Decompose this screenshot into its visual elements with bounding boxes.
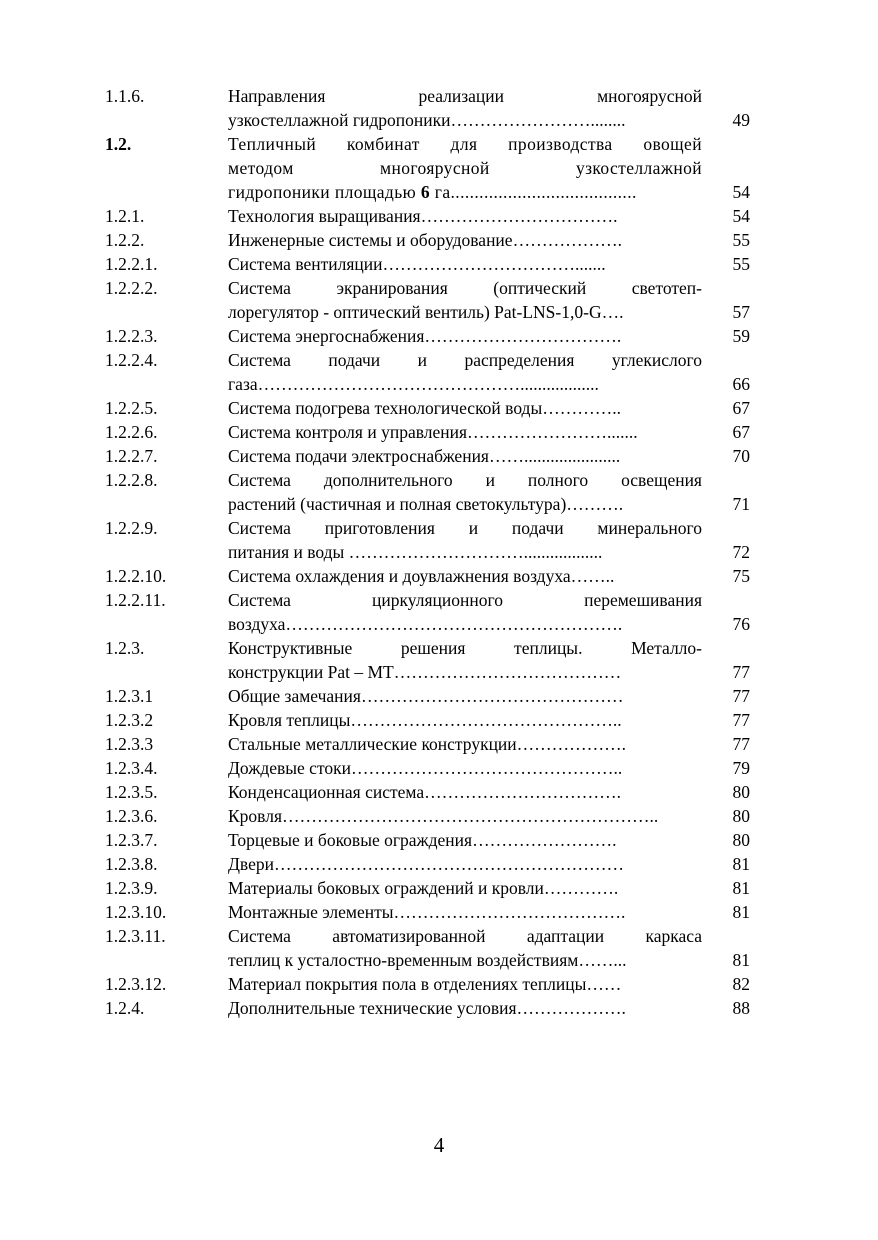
toc-entry-title <box>228 276 702 324</box>
toc-entry-title-line: гидропоники площадью 6 га....................................... <box>228 182 637 202</box>
toc-entry-number: 1.2.2.10. <box>105 566 167 586</box>
toc-entry-title-line: Система дополнительного и полного освещения <box>228 470 702 490</box>
toc-entry-title <box>228 396 702 420</box>
toc-entry-title-line: Конденсационная система……………………………. <box>228 782 622 802</box>
toc-entry <box>105 444 750 468</box>
toc-entry-number: 1.2.2.5. <box>105 398 158 418</box>
toc-entry-title-line: Кровля……………………………………………………….. <box>228 806 659 826</box>
toc-entry-page: 77 <box>732 710 750 730</box>
toc-entry-title-line: методом многоярусной узкостеллажной <box>228 158 702 178</box>
toc-entry-page: 75 <box>732 566 750 586</box>
toc-entry-title <box>228 636 702 684</box>
toc-entry <box>105 996 750 1020</box>
toc-entry-title <box>228 852 702 876</box>
toc-entry-title-line: Система вентиляции……………………………....... <box>228 254 606 274</box>
toc-entry <box>105 852 750 876</box>
toc-entry <box>105 204 750 228</box>
toc-entry-number: 1.2.2.8. <box>105 470 158 490</box>
toc-entry-page: 57 <box>732 302 750 322</box>
toc-entry-page: 79 <box>732 758 750 778</box>
toc-entry-title-line: растений (частичная и полная светокультура)………. <box>228 494 624 514</box>
toc-entry-number: 1.2.3.10. <box>105 902 167 922</box>
toc-entry-title-line: воздуха…………………………………………………. <box>228 614 623 634</box>
toc-entry-number: 1.2.3.5. <box>105 782 158 802</box>
toc-entry-title-line: лорегулятор - оптический вентиль) Pat-LNS-1,0-G…. <box>228 302 624 322</box>
toc-entry-page: 81 <box>732 902 750 922</box>
toc-entry <box>105 396 750 420</box>
toc-entry-page: 77 <box>732 686 750 706</box>
toc-entry-title <box>228 252 702 276</box>
toc-entry-number: 1.2.2.7. <box>105 446 158 466</box>
toc-entry-page: 81 <box>732 878 750 898</box>
toc-entry-title-line: Система экранирования (оптический светотеп- <box>228 278 702 298</box>
toc-entry-number: 1.2.2.11. <box>105 590 166 610</box>
toc-entry-title <box>228 468 702 516</box>
toc-entry-number: 1.2.3.6. <box>105 806 158 826</box>
toc-entry-title-line: узкостеллажной гидропоники……………………........ <box>228 110 626 130</box>
toc-entry-page: 76 <box>732 614 750 634</box>
toc-entry-number: 1.2.2.2. <box>105 278 158 298</box>
toc-entry-title-line: Система контроля и управления……………………....... <box>228 422 638 442</box>
toc-entry <box>105 756 750 780</box>
toc-entry <box>105 324 750 348</box>
toc-entry-page: 72 <box>732 542 750 562</box>
toc-entry-title-line: Система циркуляционного перемешивания <box>228 590 702 610</box>
toc-entry-title <box>228 972 702 996</box>
toc-entry-title <box>228 876 702 900</box>
toc-entry-title-line: Материал покрытия пола в отделениях теплицы…… <box>228 974 622 994</box>
toc-entry <box>105 348 750 396</box>
toc-entry-number: 1.2.2.9. <box>105 518 158 538</box>
toc-entry-page: 77 <box>732 734 750 754</box>
toc-entry-number: 1.2.3.7. <box>105 830 158 850</box>
toc-entry-title <box>228 756 702 780</box>
toc-entry <box>105 684 750 708</box>
toc-entry-number: 1.2.3.9. <box>105 878 158 898</box>
toc-entry-title <box>228 732 702 756</box>
toc-entry-title <box>228 588 702 636</box>
toc-entry-page: 67 <box>732 422 750 442</box>
toc-entry-title <box>228 996 702 1020</box>
toc-entry <box>105 972 750 996</box>
toc-entry-title-line: Стальные металлические конструкции………………. <box>228 734 627 754</box>
toc-entry-title-line: Система подогрева технологической воды………….. <box>228 398 621 418</box>
toc-entry <box>105 468 750 516</box>
toc-entry-page: 54 <box>732 182 750 202</box>
toc-entry <box>105 84 750 132</box>
toc-entry-title-line: Дополнительные технические условия………………. <box>228 998 626 1018</box>
toc-entry-title-line: Кровля теплицы……………………………………….. <box>228 710 622 730</box>
toc-entry-page: 67 <box>732 398 750 418</box>
toc-entry-number: 1.2. <box>105 134 132 154</box>
toc-entry-title <box>228 228 702 252</box>
toc-entry-number: 1.2.3.4. <box>105 758 158 778</box>
toc-entry-title-line: Направления реализации многоярусной <box>228 86 702 106</box>
toc-entry-page: 80 <box>732 806 750 826</box>
toc-entry <box>105 252 750 276</box>
toc-entry-number: 1.2.2.6. <box>105 422 158 442</box>
table-of-contents <box>105 84 750 1020</box>
toc-entry-number: 1.1.6. <box>105 86 145 106</box>
toc-entry-number: 1.2.2. <box>105 230 145 250</box>
toc-entry-title <box>228 804 702 828</box>
toc-entry-title-line: конструкции Pat – MT………………………………… <box>228 662 622 682</box>
toc-entry-number: 1.2.4. <box>105 998 145 1018</box>
toc-entry-page: 70 <box>732 446 750 466</box>
toc-entry-title-line: Общие замечания……………………………………… <box>228 686 624 706</box>
toc-entry-title-line: Технология выращивания……………………………. <box>228 206 618 226</box>
toc-entry-title-line: питания и воды ………………………….................. <box>228 542 603 562</box>
toc-entry-title <box>228 204 702 228</box>
toc-entry-number: 1.2.3. <box>105 638 145 658</box>
toc-entry-title-line: Система охлаждения и доувлажнения воздуха…….. <box>228 566 615 586</box>
toc-entry-title-line: Система автоматизированной адаптации каркаса <box>228 926 702 946</box>
toc-entry <box>105 828 750 852</box>
toc-entry-title-line: Система подачи и распределения углекислого <box>228 350 702 370</box>
toc-entry <box>105 804 750 828</box>
toc-entry-number: 1.2.3.3 <box>105 734 154 754</box>
toc-entry-page: 71 <box>732 494 750 514</box>
toc-entry <box>105 924 750 972</box>
toc-entry-title-line: теплиц к усталостно-временным воздействиям……... <box>228 950 627 970</box>
toc-entry-title-line: газа……………………………………….................. <box>228 374 599 394</box>
toc-entry-page: 55 <box>732 254 750 274</box>
toc-entry-page: 54 <box>732 206 750 226</box>
toc-entry-title <box>228 444 702 468</box>
toc-entry-page: 81 <box>732 854 750 874</box>
toc-entry-title-line: Монтажные элементы…………………………………. <box>228 902 626 922</box>
toc-entry-number: 1.2.2.3. <box>105 326 158 346</box>
toc-entry-title <box>228 684 702 708</box>
toc-entry-page: 81 <box>732 950 750 970</box>
toc-entry-number: 1.2.3.12. <box>105 974 167 994</box>
toc-entry-page: 55 <box>732 230 750 250</box>
toc-entry-number: 1.2.1. <box>105 206 145 226</box>
toc-entry <box>105 516 750 564</box>
toc-entry <box>105 420 750 444</box>
toc-entry-title-line: Двери…………………………………………………… <box>228 854 624 874</box>
toc-entry-title-line: Конструктивные решения теплицы. Металло- <box>228 638 702 658</box>
page-number: 4 <box>433 1133 445 1157</box>
toc-entry-title <box>228 708 702 732</box>
toc-entry-number: 1.2.3.11. <box>105 926 166 946</box>
toc-entry-title-line: Система приготовления и подачи минерального <box>228 518 702 538</box>
toc-entry-title-line: Инженерные системы и оборудование………………. <box>228 230 622 250</box>
toc-entry <box>105 564 750 588</box>
toc-entry-page: 88 <box>732 998 750 1018</box>
toc-entry-number: 1.2.3.1 <box>105 686 154 706</box>
toc-entry-number: 1.2.3.8. <box>105 854 158 874</box>
toc-entry <box>105 636 750 684</box>
toc-entry <box>105 228 750 252</box>
toc-entry <box>105 588 750 636</box>
toc-entry-page: 66 <box>732 374 750 394</box>
toc-entry-title-line: Торцевые и боковые ограждения……………………. <box>228 830 617 850</box>
toc-entry-page: 80 <box>732 782 750 802</box>
toc-entry <box>105 276 750 324</box>
toc-entry-number: 1.2.2.4. <box>105 350 158 370</box>
toc-entry-title-line: Система энергоснабжения……………………………. <box>228 326 622 346</box>
toc-entry-title <box>228 516 702 564</box>
toc-entry-title <box>228 564 702 588</box>
toc-entry-title <box>228 924 702 972</box>
toc-entry-title-line: Дождевые стоки……………………………………….. <box>228 758 623 778</box>
toc-entry-page: 77 <box>732 662 750 682</box>
toc-entry-page: 80 <box>732 830 750 850</box>
toc-entry-title <box>228 132 702 204</box>
toc-entry <box>105 708 750 732</box>
toc-entry-title <box>228 828 702 852</box>
toc-entry <box>105 876 750 900</box>
toc-entry-title <box>228 348 702 396</box>
toc-entry-title <box>228 324 702 348</box>
toc-entry-page: 59 <box>732 326 750 346</box>
toc-entry-title <box>228 420 702 444</box>
toc-entry <box>105 900 750 924</box>
toc-entry <box>105 732 750 756</box>
toc-entry-title <box>228 780 702 804</box>
toc-entry-number: 1.2.2.1. <box>105 254 158 274</box>
toc-entry-title-line: Тепличный комбинат для производства овощей <box>228 134 702 154</box>
toc-entry-title <box>228 84 702 132</box>
toc-entry-title-line: Материалы боковых ограждений и кровли…………. <box>228 878 619 898</box>
toc-entry-page: 82 <box>732 974 750 994</box>
toc-entry <box>105 132 750 204</box>
toc-entry <box>105 780 750 804</box>
toc-entry-number: 1.2.3.2 <box>105 710 154 730</box>
toc-entry-page: 49 <box>732 110 750 130</box>
toc-entry-title <box>228 900 702 924</box>
toc-entry-title-line: Система подачи электроснабжения……...................... <box>228 446 621 466</box>
